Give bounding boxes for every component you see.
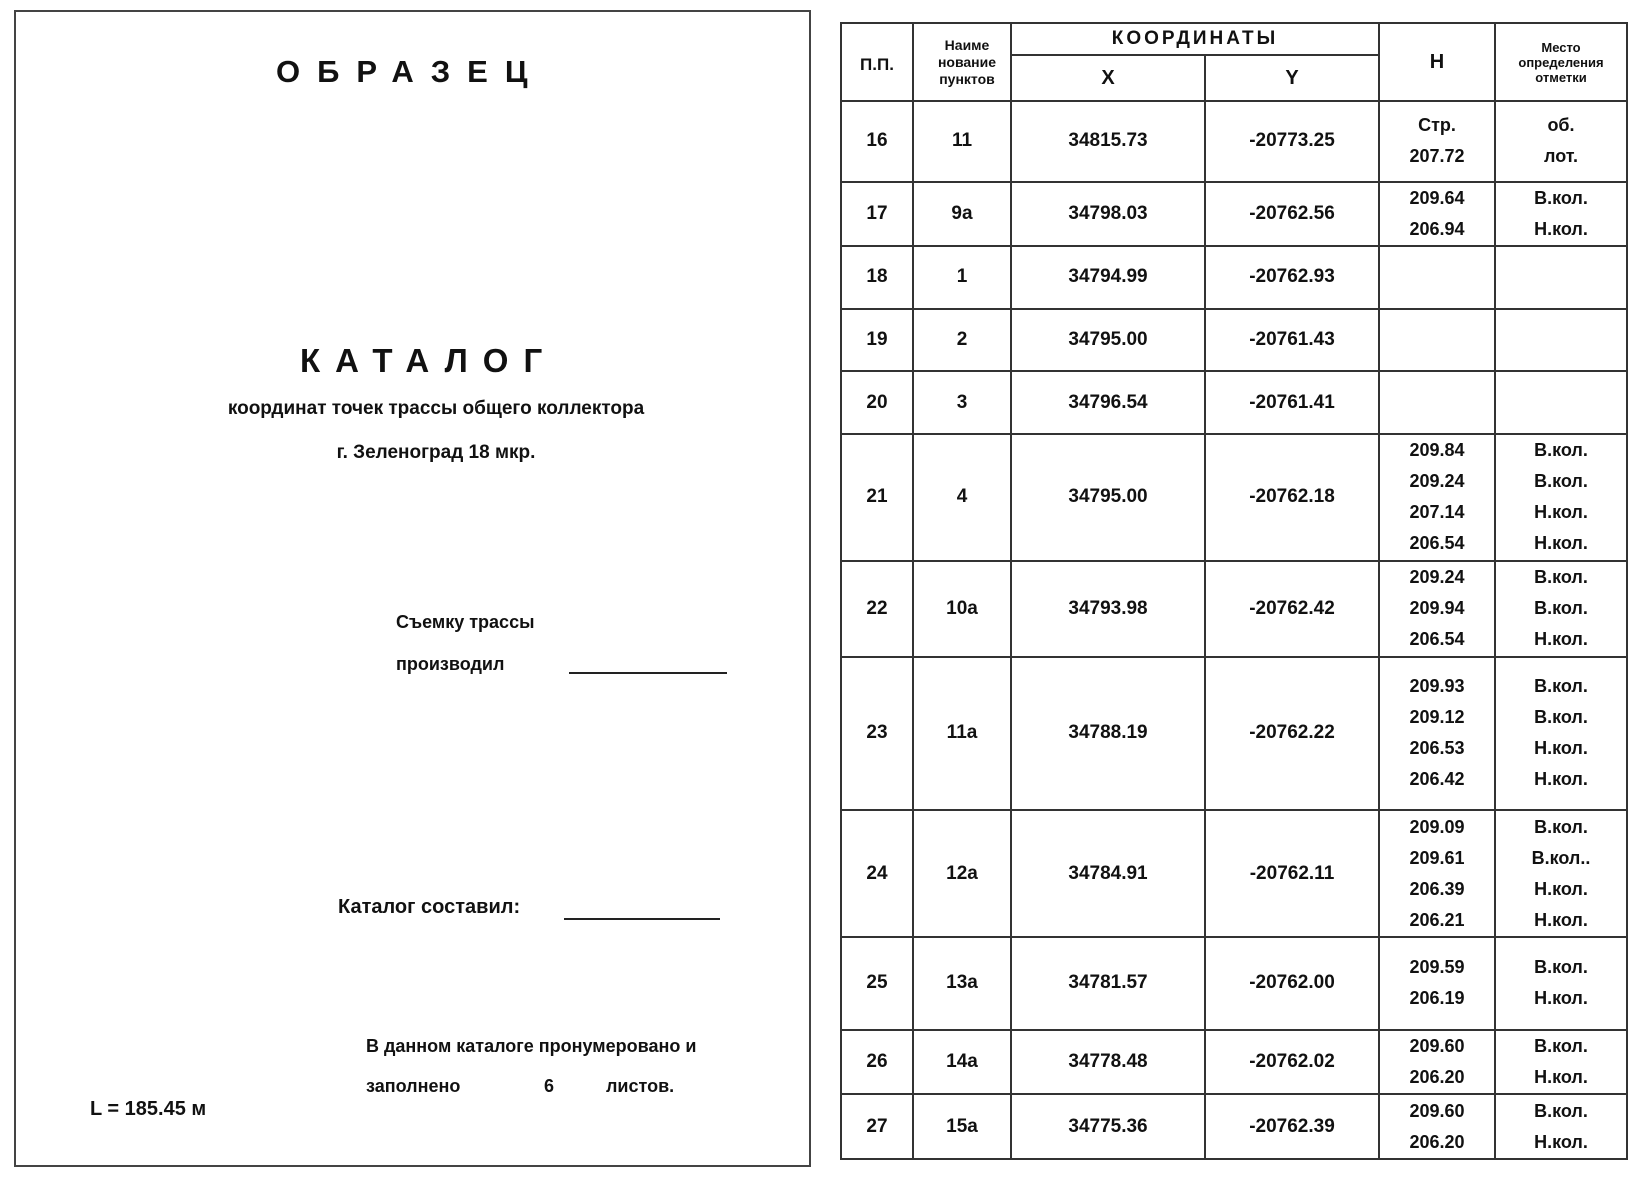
cell-x: 34775.36 [1011,1094,1205,1159]
cell-h-line: 206.21 [1409,909,1465,930]
cell-y: -20761.41 [1205,371,1379,434]
cell-h-line: 206.19 [1409,988,1465,1009]
coordinates-table [840,22,1628,1160]
cell-pp: 16 [841,101,913,182]
cell-point-name: 11 [913,101,1011,182]
cell-pp: 22 [841,561,913,657]
cell-h-line: 206.20 [1409,1131,1465,1152]
header-h: H [1379,23,1495,101]
cell-h-line: 209.60 [1409,1036,1465,1057]
cell-pp: 26 [841,1030,913,1095]
cell-point-name: 12а [913,810,1011,937]
cell-place [1495,937,1627,1030]
cell-place-line: В.кол. [1534,567,1588,588]
cell-h-line: 209.64 [1409,187,1465,208]
compiled-label: Каталог составил: [338,896,521,918]
cell-place-line: Н.кол. [1534,1131,1588,1152]
table-row [841,937,1627,1030]
cell-place [1495,561,1627,657]
cell-place [1495,657,1627,810]
cell-place [1495,434,1627,561]
cell-place [1495,371,1627,434]
cell-h-line: 206.53 [1409,738,1465,759]
cell-h-line: 209.94 [1409,598,1465,619]
table-row [841,434,1627,561]
table-row [841,246,1627,309]
cell-point-name: 11а [913,657,1011,810]
coordinates-table-page [840,22,1626,1160]
table-row [841,101,1627,182]
cell-h-line: 209.61 [1409,847,1465,868]
cell-x: 34798.03 [1011,182,1205,247]
table-row [841,309,1627,372]
cell-pp: 20 [841,371,913,434]
cell-h-line: 207.72 [1409,146,1465,167]
cell-place-line: В.кол. [1534,707,1588,728]
cell-point-name: 15а [913,1094,1011,1159]
cell-h-line: 206.42 [1409,769,1465,790]
cell-h [1379,246,1495,309]
cell-y: -20762.42 [1205,561,1379,657]
survey-label: Съемку трассы [396,612,535,632]
cell-place-line: В.кол. [1534,1036,1588,1057]
survey-label-cont: производил [396,654,505,674]
cell-h-line: 209.60 [1409,1100,1465,1121]
cell-y: -20762.93 [1205,246,1379,309]
cell-place [1495,1094,1627,1159]
cell-place-line: В.кол. [1534,440,1588,461]
cell-x: 34794.99 [1011,246,1205,309]
cell-y: -20762.39 [1205,1094,1379,1159]
cell-h-line: 206.54 [1409,629,1465,650]
cell-h-line: Стр. [1418,115,1456,136]
table-row [841,561,1627,657]
cell-place-line: В.кол. [1534,816,1588,837]
cell-y: -20762.18 [1205,434,1379,561]
cell-x: 34781.57 [1011,937,1205,1030]
cell-pp: 24 [841,810,913,937]
cell-place-line: В.кол. [1534,957,1588,978]
cell-place [1495,309,1627,372]
cell-pp: 21 [841,434,913,561]
cell-place-line: Н.кол. [1534,533,1588,554]
cell-place-line: Н.кол. [1534,502,1588,523]
route-length: L = 185.45 м [90,1098,207,1120]
cell-h [1379,561,1495,657]
cell-point-name: 13а [913,937,1011,1030]
cell-y: -20762.00 [1205,937,1379,1030]
sheet-note-suffix: листов. [606,1076,675,1096]
cell-place-line: Н.кол. [1534,909,1588,930]
cell-x: 34795.00 [1011,309,1205,372]
cell-pp: 27 [841,1094,913,1159]
surveyor-signature-line [569,672,727,674]
cell-point-name: 2 [913,309,1011,372]
cell-h [1379,371,1495,434]
cell-h [1379,1094,1495,1159]
cell-h-line: 206.94 [1409,218,1465,239]
table-row [841,657,1627,810]
header-y: Y [1205,55,1379,101]
cell-place-line: Н.кол. [1534,738,1588,759]
cell-pp: 25 [841,937,913,1030]
cell-x: 34784.91 [1011,810,1205,937]
sheet-note-line1: В данном каталоге пронумеровано и [366,1036,697,1056]
cell-h-line: 209.24 [1409,471,1465,492]
cell-place-line: Н.кол. [1534,988,1588,1009]
compiler-signature-line [564,918,720,920]
cell-place-line: В.кол.. [1531,847,1591,868]
table-row [841,1030,1627,1095]
header-name: Наиме нование пунктов [913,23,1011,101]
table-row [841,810,1627,937]
cell-place [1495,246,1627,309]
cell-h-line: 209.93 [1409,676,1465,697]
cell-h [1379,434,1495,561]
cell-place [1495,810,1627,937]
cell-y: -20762.11 [1205,810,1379,937]
cell-y: -20773.25 [1205,101,1379,182]
cell-h-line: 206.54 [1409,533,1465,554]
cell-place-line: В.кол. [1534,676,1588,697]
table-row [841,1094,1627,1159]
cell-x: 34788.19 [1011,657,1205,810]
cell-y: -20761.43 [1205,309,1379,372]
header-coordinates: КООРДИНАТЫ [1011,23,1379,55]
cell-place-line: В.кол. [1534,187,1588,208]
cell-place-line: Н.кол. [1534,1067,1588,1088]
cell-pp: 18 [841,246,913,309]
cell-place-line: Н.кол. [1534,878,1588,899]
cell-place-line: В.кол. [1534,598,1588,619]
cell-x: 34795.00 [1011,434,1205,561]
cell-place-line: об. [1547,115,1575,136]
cell-place [1495,182,1627,247]
cell-point-name: 3 [913,371,1011,434]
cell-h-line: 209.24 [1409,567,1465,588]
cell-pp: 17 [841,182,913,247]
cell-place-line: В.кол. [1534,1100,1588,1121]
cell-point-name: 10а [913,561,1011,657]
cell-point-name: 9а [913,182,1011,247]
cell-place-line: Н.кол. [1534,769,1588,790]
cell-point-name: 14а [913,1030,1011,1095]
cell-y: -20762.22 [1205,657,1379,810]
table-row [841,182,1627,247]
table-row [841,371,1627,434]
cell-x: 34778.48 [1011,1030,1205,1095]
cell-h [1379,182,1495,247]
cell-pp: 19 [841,309,913,372]
sample-title: ОБРАЗЕЦ [276,54,545,89]
cell-point-name: 1 [913,246,1011,309]
cell-h-line: 206.20 [1409,1067,1465,1088]
cell-y: -20762.02 [1205,1030,1379,1095]
cell-y: -20762.56 [1205,182,1379,247]
sheet-count: 6 [544,1076,555,1096]
cell-place [1495,1030,1627,1095]
cell-h [1379,810,1495,937]
cell-h-line: 209.09 [1409,816,1465,837]
cell-h-line: 206.39 [1409,878,1465,899]
header-x: X [1011,55,1205,101]
cell-h-line: 207.14 [1409,502,1465,523]
cell-h-line: 209.12 [1409,707,1465,728]
cell-h [1379,937,1495,1030]
cell-h [1379,657,1495,810]
cell-place-line: Н.кол. [1534,218,1588,239]
cell-h [1379,101,1495,182]
cell-place-line: лот. [1544,146,1578,167]
cell-h [1379,309,1495,372]
cell-x: 34796.54 [1011,371,1205,434]
cell-h-line: 209.59 [1409,957,1465,978]
cell-place [1495,101,1627,182]
cell-h [1379,1030,1495,1095]
cover-page [14,10,811,1167]
cell-place-line: Н.кол. [1534,629,1588,650]
catalog-title: КАТАЛОГ [300,342,558,379]
header-place: Место определения отметки [1495,23,1627,101]
cell-place-line: В.кол. [1534,471,1588,492]
catalog-location: г. Зеленоград 18 мкр. [336,442,536,463]
cell-h-line: 209.84 [1409,440,1465,461]
cell-point-name: 4 [913,434,1011,561]
sheet-note-line2: заполнено [366,1076,461,1096]
cell-x: 34815.73 [1011,101,1205,182]
cell-x: 34793.98 [1011,561,1205,657]
cell-pp: 23 [841,657,913,810]
catalog-subtitle: координат точек трассы общего коллектора [227,398,645,419]
header-pp: П.П. [841,23,913,101]
